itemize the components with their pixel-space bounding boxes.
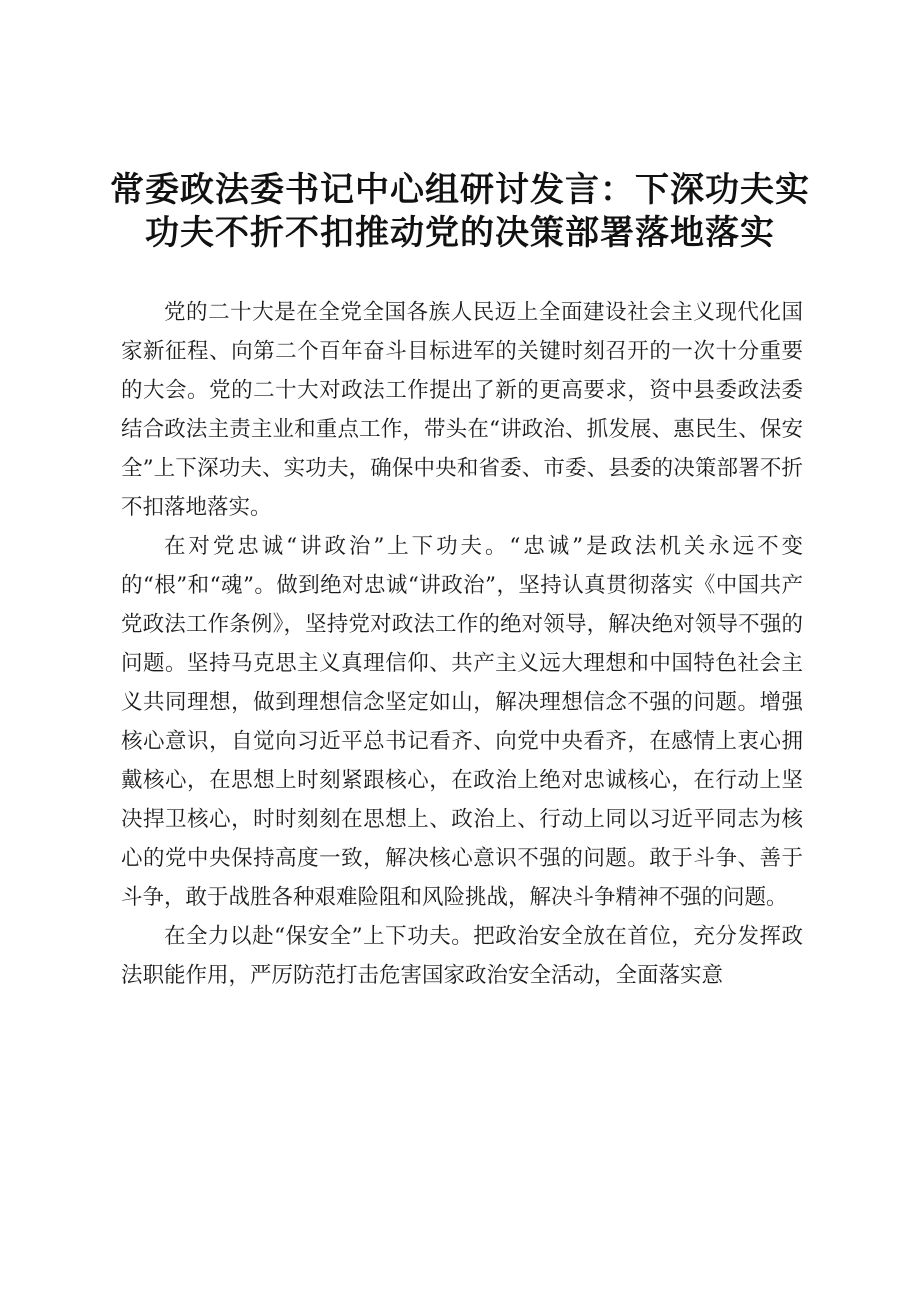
paragraph-intro: 党的二十大是在全党全国各族人民迈上全面建设社会主义现代化国家新征程、向第二个百年奋斗目标进军的关键时刻召开的一次十分重要的大会。党的二十大对政法工作提出了新的更高要求，资中县委政法委结合政法主责主业和重点工作，带头在“讲政治、抓发展、惠民生、保安全”上下深功夫、实功夫，确保中央和省委、市委、县委的决策部署不折不扣落地落实。 xyxy=(121,300,803,520)
document-body xyxy=(121,293,803,995)
document-title-line-1: 常委政法委书记中心组研讨发言：下深功夫实 xyxy=(110,170,810,210)
paragraph-politics: 在对党忠诚“讲政治”上下功夫。“忠诚”是政法机关永远不变的“根”和“魂”。做到绝对忠诚“讲政治”，坚持认真贯彻落实《中国共产党政法工作条例》，坚持党对政法工作的绝对领导，解决绝对领导不强的问题。坚持马克思主义真理信仰、共产主义远大理想和中国特色社会主义共同理想，做到理想信念坚定如山，解决理想信念不强的问题。增强核心意识，自觉向习近平总书记看齐、向党中央看齐，在感情上衷心拥戴核心，在思想上时刻紧跟核心，在政治上绝对忠诚核心，在行动上坚决捍卫核心，时时刻刻在思想上、政治上、行动上同以习近平同志为核心的党中央保持高度一致，解决核心意识不强的问题。敢于斗争、善于斗争，敢于战胜各种艰难险阻和风险挑战，解决斗争精神不强的问题。 xyxy=(121,534,803,910)
document-title-line-2: 功夫不折不扣推动党的决策部署落地落实 xyxy=(145,213,775,253)
paragraph-security: 在全力以赴“保安全”上下功夫。把政治安全放在首位，充分发挥政法职能作用，严厉防范打击危害国家政治安全活动，全面落实意 xyxy=(121,924,803,988)
